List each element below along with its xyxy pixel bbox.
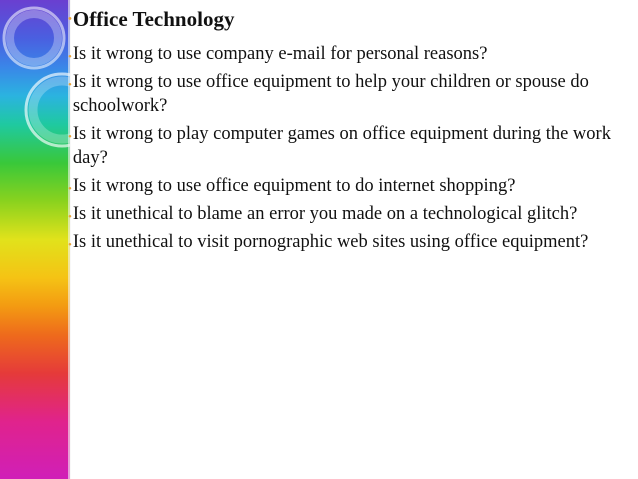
ring-decoration-top-inner <box>10 14 58 62</box>
bullet-icon: • <box>68 211 72 223</box>
slide-heading <box>68 6 633 36</box>
list-item <box>68 70 633 118</box>
bullet-icon: • <box>68 13 72 25</box>
list-item <box>68 202 633 226</box>
bullet-icon: • <box>68 51 72 63</box>
slide-content <box>68 6 633 258</box>
list-item-text: Is it unethical to blame an error you made on a technological glitch? <box>72 204 578 224</box>
list-item <box>68 230 633 254</box>
bullet-icon: • <box>68 183 72 195</box>
heading-text: Office Technology <box>72 7 235 31</box>
list-item-text: Is it wrong to use office equipment to help your children or spouse do schoolwork? <box>72 72 589 116</box>
list-item-text: Is it wrong to play computer games on office equipment during the work day? <box>72 124 611 168</box>
bullet-icon: • <box>68 239 72 251</box>
bullet-icon: • <box>68 131 72 143</box>
list-item <box>68 174 633 198</box>
list-item-text: Is it wrong to use company e-mail for personal reasons? <box>72 44 488 64</box>
list-item <box>68 122 633 170</box>
list-item-text: Is it unethical to visit pornographic web sites using office equipment? <box>72 232 589 252</box>
bullet-icon: • <box>68 79 72 91</box>
list-item <box>68 42 633 66</box>
list-item-text: Is it wrong to use office equipment to do internet shopping? <box>72 176 516 196</box>
